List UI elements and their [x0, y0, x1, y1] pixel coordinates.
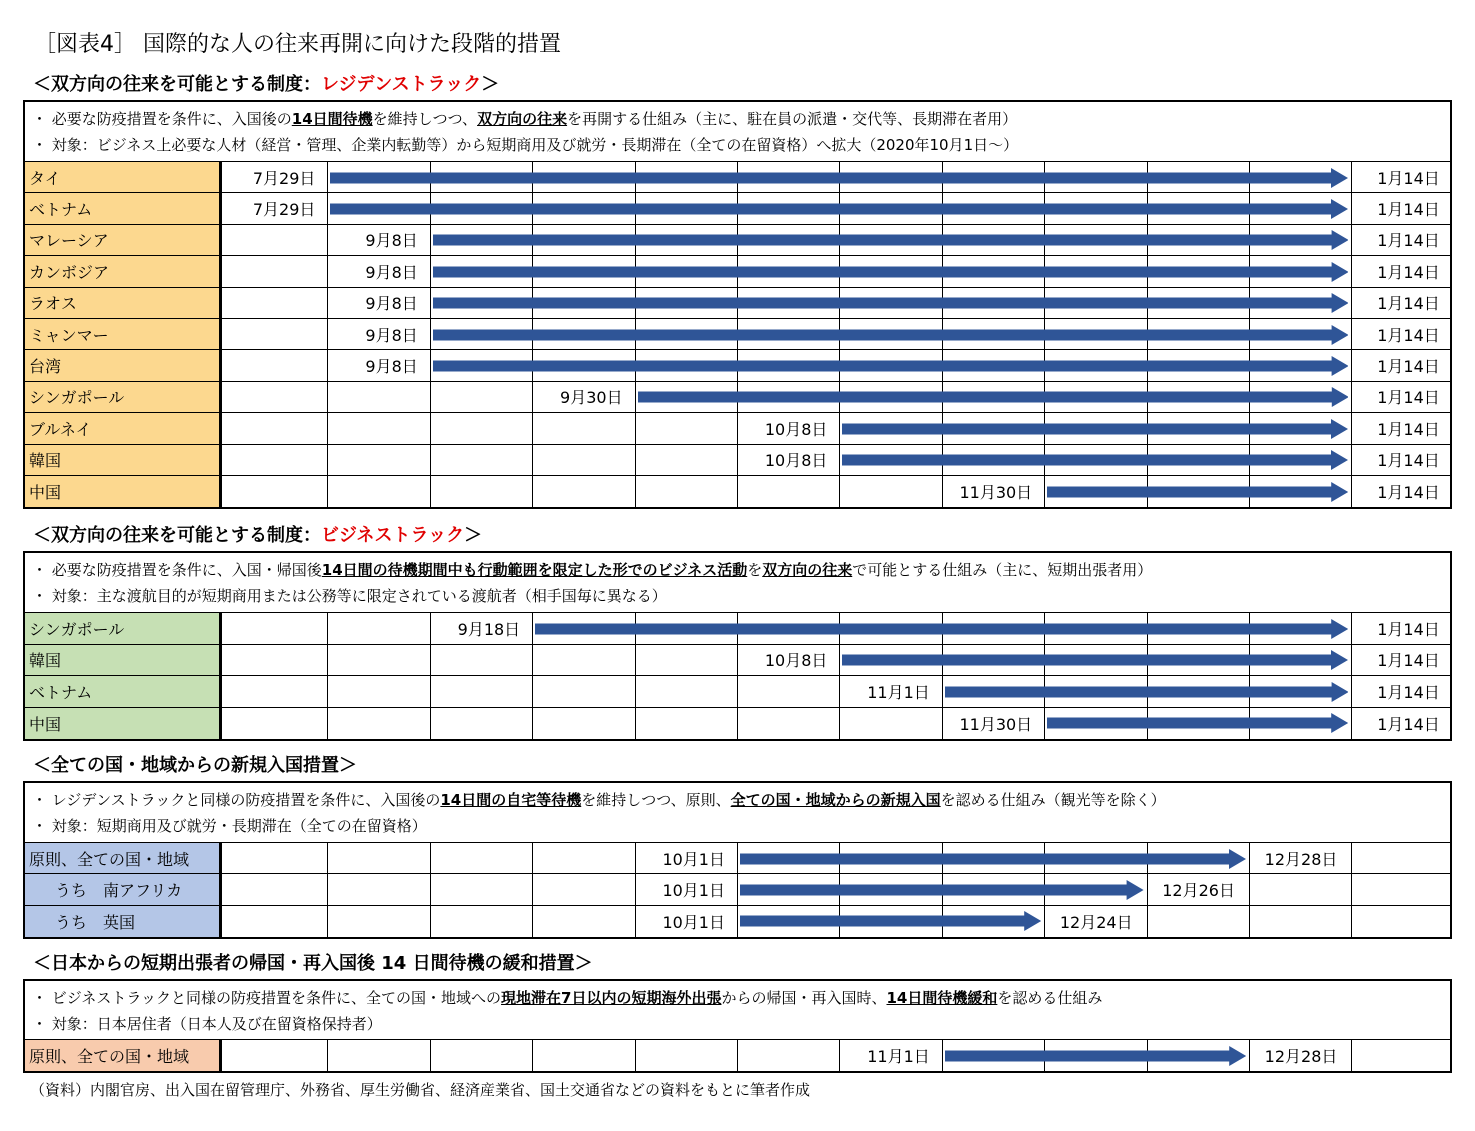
grid-divider [532, 676, 533, 707]
grid-divider [737, 676, 738, 707]
start-date: 11月30日 [959, 714, 1033, 734]
start-date: 10月8日 [764, 651, 828, 671]
end-date: 1月14日 [1377, 651, 1440, 671]
residence-track-heading [33, 71, 499, 99]
grid-divider [532, 613, 533, 644]
period-arrow [330, 167, 1348, 189]
period-arrow [945, 681, 1349, 703]
grid-divider [532, 476, 533, 507]
timeline-row [25, 676, 1450, 708]
arrow-shape [535, 619, 1348, 639]
description-text: ・ 対象：主な渡航目的が短期商用または公務等に限定されている渡航者（相手国毎に異なる） [32, 587, 667, 605]
grid-divider [532, 843, 533, 873]
grid-divider [1044, 476, 1045, 507]
end-date: 1月14日 [1377, 357, 1440, 377]
timeline-row [25, 288, 1450, 319]
timeline-row [25, 413, 1450, 444]
heading-prefix: ＜双方向の往来を可能とする制度： [33, 525, 321, 546]
timeline-row [25, 906, 1450, 937]
country-label: ラオス [25, 288, 222, 318]
description-line [32, 106, 1450, 132]
country-label: 原則、全ての国・地域 [25, 843, 222, 873]
timeline-row [25, 193, 1450, 224]
arrow-shape [330, 168, 1348, 188]
grid-divider [327, 413, 328, 443]
period-arrow [945, 1045, 1246, 1067]
grid-divider [430, 708, 431, 740]
country-label: うち 英国 [25, 906, 222, 937]
grid-divider [327, 676, 328, 707]
country-label: ベトナム [25, 676, 222, 707]
grid-divider [1147, 906, 1148, 937]
country-label: シンガポール [25, 382, 222, 412]
grid-divider [430, 225, 431, 255]
timeline-row [25, 708, 1450, 740]
grid-divider [1351, 1040, 1352, 1071]
country-label: 韓国 [25, 645, 222, 676]
start-date: 9月30日 [560, 388, 623, 408]
grid-divider [839, 476, 840, 507]
grid-divider [737, 906, 738, 937]
description-text: を維持しつつ、原則、 [581, 791, 731, 809]
start-date: 11月30日 [959, 483, 1033, 503]
grid-divider [430, 906, 431, 937]
timeline-grid [25, 613, 1450, 739]
period-arrow [1047, 712, 1348, 734]
arrow-shape [842, 650, 1348, 670]
start-date: 7月29日 [252, 200, 316, 220]
figure-title: ［図表4］ 国際的な人の往来再開に向けた段階的措置 [34, 32, 561, 57]
grid-divider [737, 1040, 738, 1071]
heading-prefix: ＜双方向の往来を可能とする制度： [33, 74, 321, 95]
grid-divider [1351, 874, 1352, 904]
description-line [32, 583, 1450, 609]
period-arrow [740, 910, 1041, 932]
business-track-panel [23, 551, 1452, 741]
start-date: 9月18日 [457, 619, 521, 639]
start-date: 9月8日 [365, 294, 418, 314]
heading-track-name: ビジネストラック [321, 525, 465, 546]
arrow-shape [638, 387, 1349, 407]
grid-divider [430, 413, 431, 443]
timeline-grid [25, 843, 1450, 937]
timeline-row [25, 256, 1450, 287]
start-date: 7月29日 [252, 168, 316, 188]
arrow-shape [433, 293, 1349, 313]
period-arrow [535, 618, 1348, 640]
timeline-row [25, 874, 1450, 905]
grid-divider [737, 708, 738, 740]
end-date: 12月28日 [1264, 1047, 1338, 1066]
end-date: 1月14日 [1377, 451, 1440, 471]
period-arrow [842, 449, 1348, 471]
grid-divider [430, 350, 431, 380]
grid-divider [942, 1040, 943, 1071]
grid-divider [327, 1040, 328, 1071]
source-footnote: （資料）内閣官房、出入国在留管理庁、外務省、厚生労働省、経済産業省、国土交通省などの資料をもとに筆者作成 [30, 1081, 811, 1099]
timeline-grid [25, 162, 1450, 507]
description-line [32, 787, 1450, 813]
description-text: を認める仕組み [997, 988, 1103, 1007]
timeline-row [25, 350, 1450, 381]
timeline-row [25, 319, 1450, 350]
grid-divider [430, 256, 431, 286]
grid-divider [327, 843, 328, 873]
grid-divider [635, 476, 636, 507]
description-text: を [747, 561, 763, 579]
grid-divider [327, 476, 328, 507]
description-line [32, 132, 1450, 158]
grid-divider [942, 676, 943, 707]
end-date: 12月26日 [1162, 880, 1235, 900]
grid-divider [532, 445, 533, 475]
country-label: ミャンマー [25, 319, 222, 349]
start-date: 10月1日 [662, 849, 725, 869]
end-date: 1月14日 [1377, 483, 1440, 503]
grid-divider [532, 413, 533, 443]
country-label: 韓国 [25, 445, 222, 475]
grid-divider [430, 288, 431, 318]
arrow-shape [433, 230, 1349, 250]
description-line [32, 557, 1450, 583]
grid-divider [532, 645, 533, 676]
description-text: ・ ビジネストラックと同様の防疫措置を条件に、全ての国・地域への [32, 988, 502, 1007]
timeline-row [25, 225, 1450, 256]
description-text: ・ 対象：ビジネス上必要な人材（経営・管理、企業内転勤等）から短期商用及び就労・長期滞在（全ての在留資格）へ拡大（2020年10月1日～） [32, 136, 1019, 154]
grid-divider [430, 1040, 431, 1071]
description-text: ・ 対象：日本居住者（日本人及び在留資格保持者） [32, 1014, 382, 1033]
grid-divider [430, 319, 431, 349]
grid-divider [430, 476, 431, 507]
timeline-row [25, 476, 1450, 507]
new-entry-panel [23, 781, 1452, 939]
description-text: を維持しつつ、 [372, 110, 478, 128]
description-box [25, 102, 1450, 162]
grid-divider [839, 445, 840, 475]
arrow-shape [1047, 482, 1348, 502]
grid-divider [532, 906, 533, 937]
description-text: で可能とする仕組み（主に、短期出張者用） [852, 561, 1153, 579]
timeline-row [25, 445, 1450, 476]
end-date: 12月24日 [1059, 912, 1133, 932]
grid-divider [839, 645, 840, 676]
timeline-row [25, 843, 1450, 874]
period-arrow [740, 879, 1144, 901]
period-arrow [842, 418, 1348, 440]
grid-divider [635, 676, 636, 707]
grid-divider [327, 906, 328, 937]
country-label: 中国 [25, 476, 222, 507]
end-date: 1月14日 [1377, 619, 1440, 639]
country-label: マレーシア [25, 225, 222, 255]
arrow-shape [433, 262, 1349, 282]
start-date: 9月8日 [365, 325, 418, 345]
grid-divider [532, 708, 533, 740]
arrow-shape [945, 682, 1349, 702]
country-label: 台湾 [25, 350, 222, 380]
grid-divider [635, 645, 636, 676]
end-date: 1月14日 [1377, 294, 1440, 314]
period-arrow [433, 229, 1349, 251]
grid-divider [1249, 906, 1250, 937]
grid-divider [430, 843, 431, 873]
country-label: シンガポール [25, 613, 222, 644]
end-date: 1月14日 [1377, 419, 1440, 439]
grid-divider [430, 676, 431, 707]
end-date: 12月28日 [1264, 849, 1338, 869]
grid-divider [737, 874, 738, 904]
end-date: 1月14日 [1377, 325, 1440, 345]
grid-divider [737, 476, 738, 507]
grid-divider [327, 708, 328, 740]
timeline-row [25, 382, 1450, 413]
description-line [32, 813, 1450, 839]
arrow-shape [433, 325, 1349, 345]
start-date: 11月1日 [867, 1047, 930, 1066]
description-text: ・ レジデンストラックと同様の防疫措置を条件に、入国後の [32, 791, 441, 809]
heading-track-name: レジデンストラック [321, 74, 482, 95]
description-line [32, 1011, 1450, 1037]
return-relaxation-heading [33, 950, 593, 978]
end-date: 1月14日 [1377, 388, 1440, 408]
grid-divider [430, 645, 431, 676]
grid-divider [839, 413, 840, 443]
emphasis-text: 双方向の往来 [477, 110, 568, 128]
residence-track-panel [23, 100, 1452, 509]
emphasis-text: 14日間の待機期間中も行動範囲を限定した形でのビジネス活動 [321, 561, 748, 579]
country-label: カンボジア [25, 256, 222, 286]
country-label: ベトナム [25, 193, 222, 223]
grid-divider [327, 193, 328, 223]
start-date: 10月8日 [764, 451, 828, 471]
grid-divider [327, 613, 328, 644]
description-box [25, 553, 1450, 613]
period-arrow [842, 649, 1348, 671]
country-label: 中国 [25, 708, 222, 740]
period-arrow [433, 261, 1349, 283]
grid-divider [1249, 874, 1250, 904]
grid-divider [635, 413, 636, 443]
description-text: を再開する仕組み（主に、駐在員の派遣・交代等、長期滞在者用） [567, 110, 1018, 128]
arrow-shape [945, 1046, 1246, 1066]
description-text: ・ 必要な防疫措置を条件に、入国後の [32, 110, 292, 128]
grid-divider [635, 1040, 636, 1071]
grid-divider [327, 162, 328, 192]
description-box [25, 783, 1450, 843]
timeline-row [25, 645, 1450, 677]
start-date: 9月8日 [365, 231, 418, 251]
period-arrow [433, 355, 1349, 377]
country-label: 原則、全ての国・地域 [25, 1040, 222, 1071]
grid-divider [1351, 843, 1352, 873]
grid-divider [430, 382, 431, 412]
end-date: 1月14日 [1377, 168, 1440, 188]
heading-prefix: ＜日本からの短期出張者の帰国・再入国後 14 日間待機の緩和措置＞ [33, 953, 593, 974]
start-date: 10月1日 [662, 912, 725, 932]
period-arrow [433, 292, 1349, 314]
description-text: ・ 対象：短期商用及び就労・長期滞在（全ての在留資格） [32, 817, 427, 835]
grid-divider [327, 445, 328, 475]
end-date: 1月14日 [1377, 714, 1440, 734]
emphasis-text: 全ての国・地域からの新規入国 [730, 791, 941, 809]
description-box [25, 981, 1450, 1040]
arrow-shape [740, 911, 1041, 931]
arrow-shape [842, 419, 1348, 439]
end-date: 1月14日 [1377, 682, 1440, 702]
start-date: 9月8日 [365, 262, 418, 282]
grid-divider [430, 445, 431, 475]
emphasis-text: 14日間待機 [291, 110, 373, 128]
description-text: からの帰国・再入国時、 [721, 988, 887, 1007]
start-date: 11月1日 [867, 682, 930, 702]
timeline-row [25, 162, 1450, 193]
description-line [32, 985, 1450, 1011]
emphasis-text: 双方向の往来 [762, 561, 853, 579]
period-arrow [740, 848, 1246, 870]
end-date: 1月14日 [1377, 262, 1440, 282]
heading-suffix: ＞ [464, 525, 483, 546]
new-entry-heading [33, 752, 357, 780]
timeline-row [25, 613, 1450, 645]
grid-divider [532, 874, 533, 904]
period-arrow [433, 324, 1349, 346]
start-date: 10月1日 [662, 880, 725, 900]
grid-divider [1351, 906, 1352, 937]
grid-divider [839, 708, 840, 740]
arrow-shape [1047, 713, 1348, 733]
emphasis-text: 14日間待機緩和 [886, 988, 998, 1007]
end-date: 1月14日 [1377, 231, 1440, 251]
period-arrow [330, 198, 1348, 220]
country-label: うち 南アフリカ [25, 874, 222, 904]
end-date: 1月14日 [1377, 200, 1440, 220]
grid-divider [532, 1040, 533, 1071]
grid-divider [430, 874, 431, 904]
emphasis-text: 14日間の自宅等待機 [440, 791, 582, 809]
business-track-heading [33, 522, 482, 550]
grid-divider [327, 645, 328, 676]
timeline-grid [25, 1040, 1450, 1071]
description-text: ・ 必要な防疫措置を条件に、入国・帰国後 [32, 561, 322, 579]
timeline-row [25, 1040, 1450, 1071]
return-relaxation-panel [23, 979, 1452, 1073]
start-date: 9月8日 [365, 357, 418, 377]
grid-divider [635, 708, 636, 740]
arrow-shape [842, 450, 1348, 470]
grid-divider [327, 382, 328, 412]
heading-suffix: ＞ [481, 74, 500, 95]
grid-divider [635, 445, 636, 475]
grid-divider [1044, 708, 1045, 740]
grid-divider [737, 843, 738, 873]
arrow-shape [740, 880, 1144, 900]
description-text: を認める仕組み（観光等を除く） [940, 791, 1166, 809]
country-label: タイ [25, 162, 222, 192]
arrow-shape [330, 199, 1348, 219]
grid-divider [635, 382, 636, 412]
arrow-shape [433, 356, 1349, 376]
period-arrow [1047, 481, 1348, 503]
emphasis-text: 現地滞在7日以内の短期海外出張 [501, 988, 722, 1007]
grid-divider [327, 874, 328, 904]
country-label: ブルネイ [25, 413, 222, 443]
heading-prefix: ＜全ての国・地域からの新規入国措置＞ [33, 755, 357, 776]
arrow-shape [740, 849, 1246, 869]
period-arrow [638, 386, 1349, 408]
start-date: 10月8日 [764, 419, 828, 439]
